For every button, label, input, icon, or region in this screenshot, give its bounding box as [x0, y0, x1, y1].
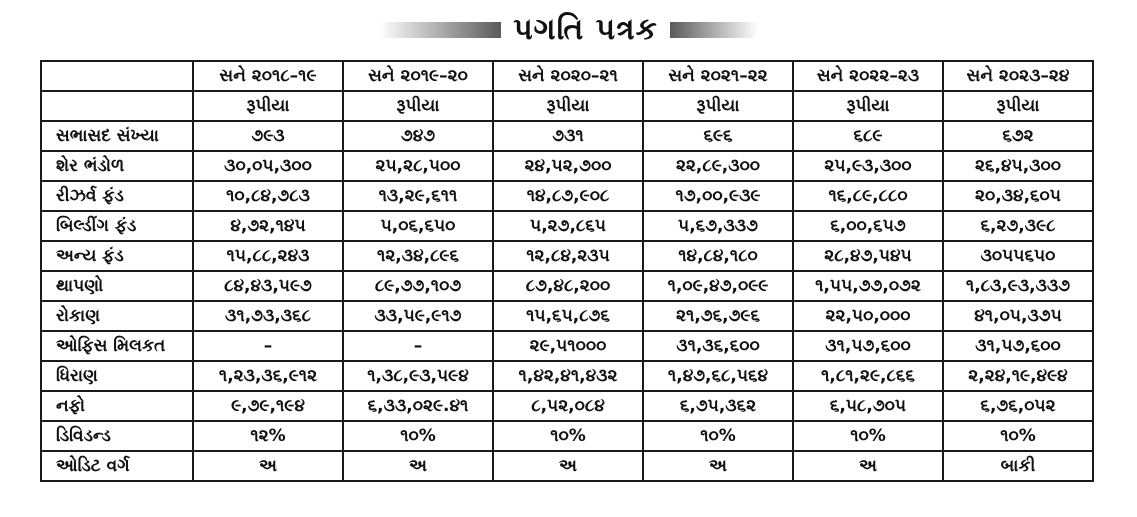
value-cell: ૨,૨૪,૧૯,૪૯૪ [943, 361, 1093, 391]
row-label-cell: સભાસદ સંખ્યા [41, 121, 193, 151]
value-cell: ૧૦% [343, 421, 493, 451]
value-cell: ૧,૪૭,૬૮,૫૬૪ [643, 361, 793, 391]
year-header-cell: સને ૨૦૨૦–૨૧ [493, 61, 643, 91]
table-row [41, 181, 1093, 211]
table-row [41, 241, 1093, 271]
unit-header-cell: રૂપીયા [493, 91, 643, 121]
progress-table [40, 60, 1094, 482]
value-cell: ૧૫,૬૫,૮૭૬ [493, 301, 643, 331]
table-row [41, 301, 1093, 331]
unit-corner-cell [41, 91, 193, 121]
value-cell: ૩૦,૦૫,૩૦૦ [193, 151, 343, 181]
unit-header-cell: રૂપીયા [343, 91, 493, 121]
row-label-cell: અન્ય ફંડ [41, 241, 193, 271]
value-cell: ૧૭,૦૦,૯૩૯ [643, 181, 793, 211]
value-cell: ૬,૦૦,૬૫૭ [793, 211, 943, 241]
table-row [41, 421, 1093, 451]
value-cell: – [343, 331, 493, 361]
value-cell: ૧,૨૩,૩૬,૯૧૨ [193, 361, 343, 391]
value-cell: ૩૧,૩૬,૬૦૦ [643, 331, 793, 361]
unit-header-cell: રૂપીયા [193, 91, 343, 121]
value-cell: ૧૪,૮૭,૯૦૮ [493, 181, 643, 211]
value-cell: ૧૪,૮૪,૧૮૦ [643, 241, 793, 271]
table-row [41, 151, 1093, 181]
value-cell: ૮૭,૪૮,૨૦૦ [493, 271, 643, 301]
row-label-cell: ઓફિસ મિલકત [41, 331, 193, 361]
value-cell: ૧૨,૮૪,૨૩૫ [493, 241, 643, 271]
value-cell: ૧,૫૫,૭૭,૦૭૨ [793, 271, 943, 301]
title-decoration-left [379, 22, 501, 38]
value-cell: ૬૯૬ [643, 121, 793, 151]
value-cell: અ [643, 451, 793, 481]
row-label-cell: શેર ભંડોળ [41, 151, 193, 181]
value-cell: ૧૬,૮૯,૮૮૦ [793, 181, 943, 211]
year-header-row [41, 61, 1093, 91]
value-cell: ૫,૨૭,૮૬૫ [493, 211, 643, 241]
value-cell: ૨૯,૫૧૦૦૦ [493, 331, 643, 361]
value-cell: ૬૮૯ [793, 121, 943, 151]
row-label-cell: થાપણો [41, 271, 193, 301]
value-cell: ૧૦% [943, 421, 1093, 451]
value-cell: ૭૪૭ [343, 121, 493, 151]
year-header-cell: સને ૨૦૨૩–૨૪ [943, 61, 1093, 91]
value-cell: ૧૫,૮૮,૨૪૩ [193, 241, 343, 271]
unit-header-cell: રૂપીયા [943, 91, 1093, 121]
value-cell: અ [793, 451, 943, 481]
row-label-cell: ધિરાણ [41, 361, 193, 391]
value-cell: ૬,૨૭,૩૯૮ [943, 211, 1093, 241]
value-cell: ૧,૦૯,૪૭,૦૯૯ [643, 271, 793, 301]
value-cell: ૨૨,૮૯,૩૦૦ [643, 151, 793, 181]
value-cell: ૧,૩૮,૯૩,૫૯૪ [343, 361, 493, 391]
value-cell: ૭૩૧ [493, 121, 643, 151]
value-cell: અ [343, 451, 493, 481]
table-row [41, 331, 1093, 361]
year-header-cell: સને ૨૦૨૧–૨૨ [643, 61, 793, 91]
year-header-cell: સને ૨૦૨૨–૨૩ [793, 61, 943, 91]
year-header-cell: સને ૨૦૧૮–૧૯ [193, 61, 343, 91]
value-cell: ૧૩,૨૯,૬૧૧ [343, 181, 493, 211]
value-cell: ૪૧,૦૫,૩૭૫ [943, 301, 1093, 331]
value-cell: ૭૯૩ [193, 121, 343, 151]
value-cell: ૧૦% [793, 421, 943, 451]
value-cell: ૨૨,૫૦,૦૦૦ [793, 301, 943, 331]
value-cell: ૬,૭૬,૦૫૨ [943, 391, 1093, 421]
title-decoration-right [670, 22, 758, 38]
value-cell: ૫,૦૬,૬૫૦ [343, 211, 493, 241]
table-row [41, 271, 1093, 301]
value-cell: ૩૩,૫૯,૯૧૭ [343, 301, 493, 331]
value-cell: ૧,૮૧,૨૯,૮૬૬ [793, 361, 943, 391]
value-cell: ૩૧,૫૭,૬૦૦ [943, 331, 1093, 361]
value-cell: ૨૬,૪૫,૩૦૦ [943, 151, 1093, 181]
title-area [0, 8, 1137, 52]
year-header-cell: સને ૨૦૧૯–૨૦ [343, 61, 493, 91]
value-cell: ૮,૫૨,૦૮૪ [493, 391, 643, 421]
row-label-cell: ઓડિટ વર્ગ [41, 451, 193, 481]
table-row [41, 361, 1093, 391]
value-cell: ૧૦% [643, 421, 793, 451]
value-cell: ૬૭૨ [943, 121, 1093, 151]
row-label-cell: બિલ્ડીંગ ફંડ [41, 211, 193, 241]
row-label-cell: રોકાણ [41, 301, 193, 331]
value-cell: ૧૨,૩૪,૮૯૬ [343, 241, 493, 271]
value-cell: ૬,૭૫,૩૬૨ [643, 391, 793, 421]
value-cell: ૪,૭૨,૧૪૫ [193, 211, 343, 241]
value-cell: ૨૧,૭૬,૭૯૬ [643, 301, 793, 331]
value-cell: ૩૧,૭૩,૩૬૮ [193, 301, 343, 331]
value-cell: અ [193, 451, 343, 481]
value-cell: ૧૨% [193, 421, 343, 451]
value-cell: ૩૧,૫૭,૬૦૦ [793, 331, 943, 361]
value-cell: ૮૪,૪૩,૫૯૭ [193, 271, 343, 301]
value-cell: બાકી [943, 451, 1093, 481]
value-cell: ૫,૬૭,૩૩૭ [643, 211, 793, 241]
table-row [41, 211, 1093, 241]
value-cell: ૬,૫૮,૭૦૫ [793, 391, 943, 421]
value-cell: ૨૫,૨૮,૫૦૦ [343, 151, 493, 181]
table-row [41, 451, 1093, 481]
unit-header-cell: રૂપીયા [643, 91, 793, 121]
value-cell: અ [493, 451, 643, 481]
value-cell: ૨૦,૩૪,૬૦૫ [943, 181, 1093, 211]
page-title: પગતિ પત્રક [513, 12, 658, 47]
value-cell: ૧,૮૩,૯૩,૩૩૭ [943, 271, 1093, 301]
value-cell: ૨૫,૯૩,૩૦૦ [793, 151, 943, 181]
value-cell: ૧,૪૨,૪૧,૪૩૨ [493, 361, 643, 391]
value-cell: ૨૪,૫૨,૭૦૦ [493, 151, 643, 181]
value-cell: ૩૦૫૫૬૫૦ [943, 241, 1093, 271]
value-cell: – [193, 331, 343, 361]
table-row [41, 121, 1093, 151]
header-corner-cell [41, 61, 193, 91]
row-label-cell: નફો [41, 391, 193, 421]
row-label-cell: ડિવિડન્ડ [41, 421, 193, 451]
value-cell: ૬,૩૩,૦૨૯.૪૧ [343, 391, 493, 421]
value-cell: ૯,૭૯,૧૯૪ [193, 391, 343, 421]
value-cell: ૧૦% [493, 421, 643, 451]
table-row [41, 391, 1093, 421]
value-cell: ૨૮,૪૭,૫૪૫ [793, 241, 943, 271]
row-label-cell: રીઝર્વ ફંડ [41, 181, 193, 211]
value-cell: ૮૯,૭૭,૧૦૭ [343, 271, 493, 301]
value-cell: ૧૦,૮૪,૭૮૩ [193, 181, 343, 211]
unit-header-cell: રૂપીયા [793, 91, 943, 121]
unit-header-row [41, 91, 1093, 121]
table-body [41, 121, 1093, 481]
